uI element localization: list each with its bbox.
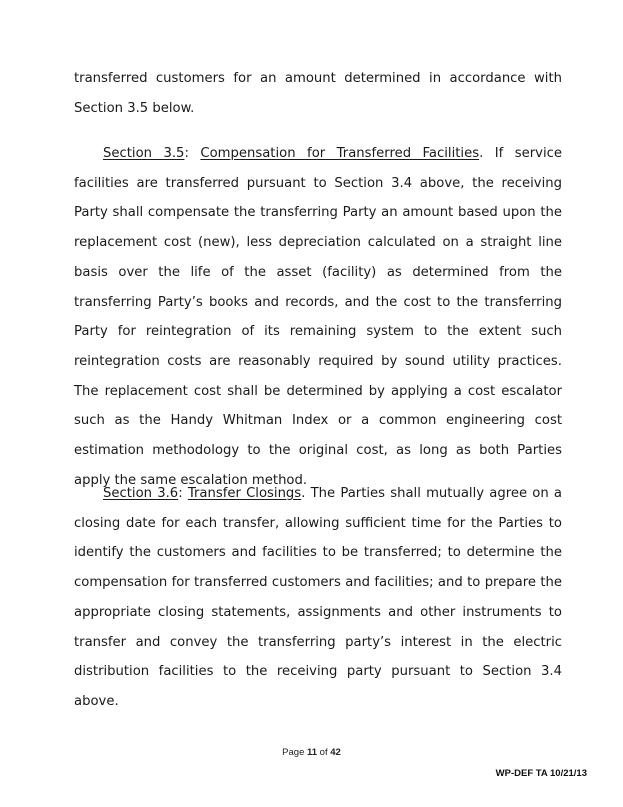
section-3-6-title: Transfer Closings xyxy=(187,486,302,501)
page-number-footer xyxy=(0,747,623,758)
page-prefix: Page xyxy=(282,747,307,758)
section-3-5-heading: Section 3.5 xyxy=(103,146,185,161)
page-of: of xyxy=(317,747,331,758)
page-number: 11 xyxy=(307,747,318,758)
page-total: 42 xyxy=(330,747,341,758)
intro-text: transferred customers for an amount determined in accordance with Section 3.5 below. xyxy=(74,71,562,116)
section-3-6-heading: Section 3.6 xyxy=(103,486,179,501)
section-3-6-separator: : xyxy=(178,486,188,501)
document-reference: WP-DEF TA 10/21/13 xyxy=(495,768,587,779)
section-3-5-body: . If service facilities are transferred pursuant to Section 3.4 above, the receiving Party shall compensate the transferring Party an amount based upon the replacement cost (new), less depreciation calculated on a straight line basis over the life of the asset (facility) as determined from the transferring Party’s books and records, and the cost to the transferring Party for reintegration of its remaining system to the extent such reintegration costs are reasonably required by sound utility practices. The replacement cost shall be determined by applying a cost escalator such as the Handy Whitman Index or a common engineering cost estimation methodology to the original cost, as long as both Parties apply the same escalation method. xyxy=(74,146,562,488)
section-3-6-body: . The Parties shall mutually agree on a closing date for each transfer, allowing sufficient time for the Parties to identify the customers and facilities to be transferred; to determine the compensation for transferred customers and facilities; and to prepare the appropriate closing statements, assignments and other instruments to transfer and convey the transferring party’s interest in the electric distribution facilities to the receiving party pursuant to Section 3.4 above. xyxy=(74,486,562,709)
section-3-6-paragraph xyxy=(74,479,562,717)
intro-paragraph xyxy=(74,64,562,123)
section-3-5-paragraph xyxy=(74,139,562,495)
section-3-5-title: Compensation for Transferred Facilities xyxy=(200,146,480,161)
section-3-5-separator: : xyxy=(184,146,201,161)
